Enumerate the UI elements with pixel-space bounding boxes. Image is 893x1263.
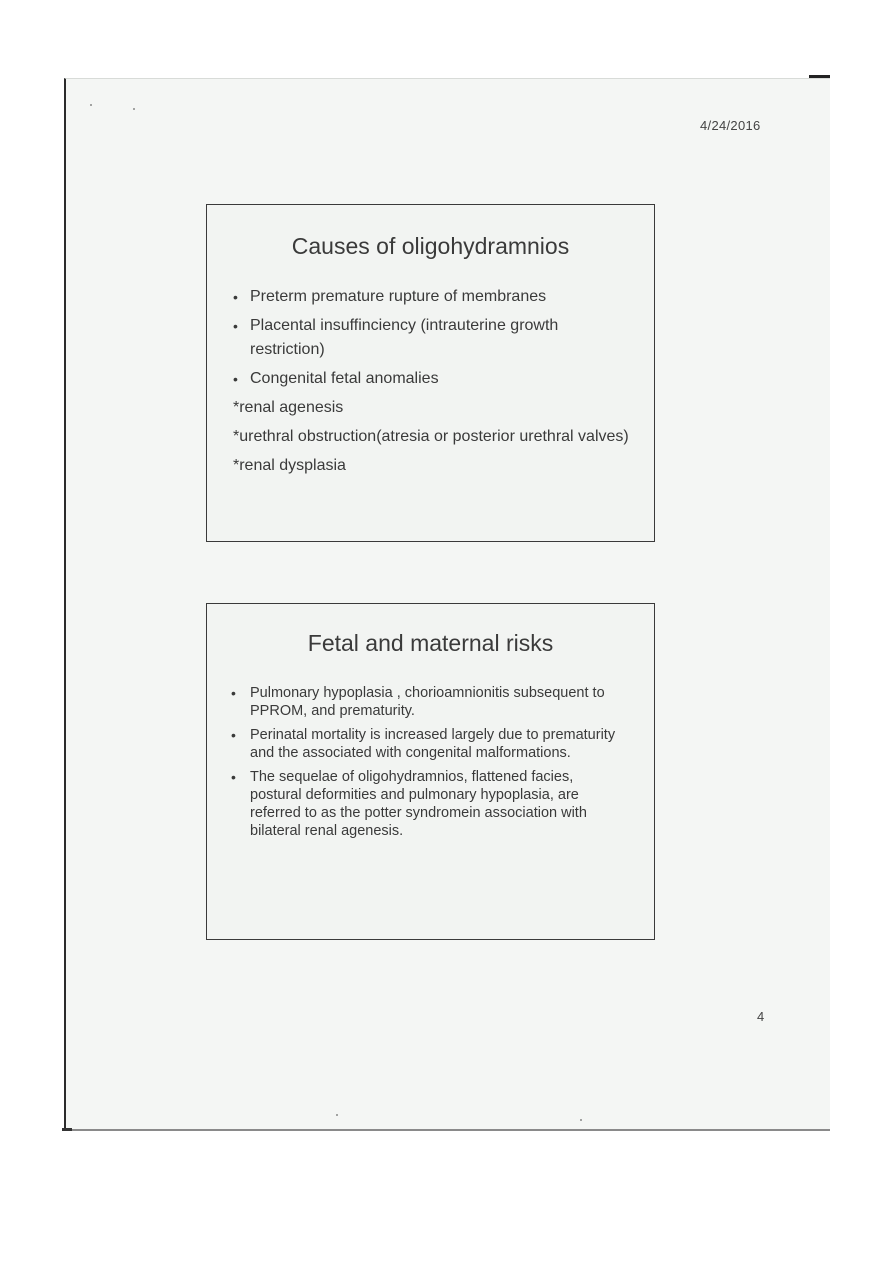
bullet-icon: • bbox=[233, 289, 238, 305]
list-item-text: The sequelae of oligohydramnios, flattened facies, postural deformities and pulmonary hypoplasia, are referred to as the potter syndromein association with bilateral renal agenesis. bbox=[250, 769, 587, 839]
list-item-text: Congenital fetal anomalies bbox=[250, 370, 439, 387]
list-item bbox=[231, 726, 626, 762]
list-item bbox=[233, 314, 633, 362]
scan-edge-mark bbox=[62, 1128, 72, 1131]
bullet-icon: • bbox=[233, 318, 238, 334]
list-item bbox=[231, 768, 626, 840]
page-number: 4 bbox=[757, 1009, 765, 1024]
scan-edge-mark bbox=[809, 75, 830, 78]
bullet-list bbox=[231, 684, 626, 840]
list-item-text: Placental insuffinciency (intrauterine growth restriction) bbox=[250, 317, 559, 358]
bullet-icon: • bbox=[231, 727, 236, 743]
slide-risks bbox=[206, 603, 655, 940]
bullet-icon: • bbox=[231, 769, 236, 785]
list-item-text: Pulmonary hypoplasia , chorioamnionitis subsequent to PPROM, and prematurity. bbox=[250, 685, 605, 719]
list-item bbox=[233, 285, 633, 309]
slide-body bbox=[231, 684, 626, 846]
sub-line: *renal dysplasia bbox=[233, 457, 346, 474]
list-item bbox=[233, 367, 633, 391]
scan-speck bbox=[336, 1114, 338, 1116]
list-item-text: Preterm premature rupture of membranes bbox=[250, 288, 547, 305]
bullet-icon: • bbox=[231, 685, 236, 701]
scan-speck bbox=[90, 104, 92, 106]
list-item-text: Perinatal mortality is increased largely due to prematurity and the associated with congenital malformations. bbox=[250, 727, 616, 761]
slide-title: Fetal and maternal risks bbox=[307, 630, 554, 656]
slide-title: Causes of oligohydramnios bbox=[291, 233, 570, 259]
sub-line: *renal agenesis bbox=[233, 399, 344, 416]
scan-speck bbox=[580, 1119, 582, 1121]
bullet-list bbox=[233, 285, 633, 391]
list-item bbox=[231, 684, 626, 720]
slide-causes bbox=[206, 204, 655, 542]
print-date: 4/24/2016 bbox=[700, 118, 761, 133]
bullet-icon: • bbox=[233, 371, 238, 387]
scan-speck bbox=[133, 108, 135, 110]
sub-line: *urethral obstruction(atresia or posterior urethral valves) bbox=[233, 428, 629, 445]
slide-body bbox=[233, 285, 633, 483]
